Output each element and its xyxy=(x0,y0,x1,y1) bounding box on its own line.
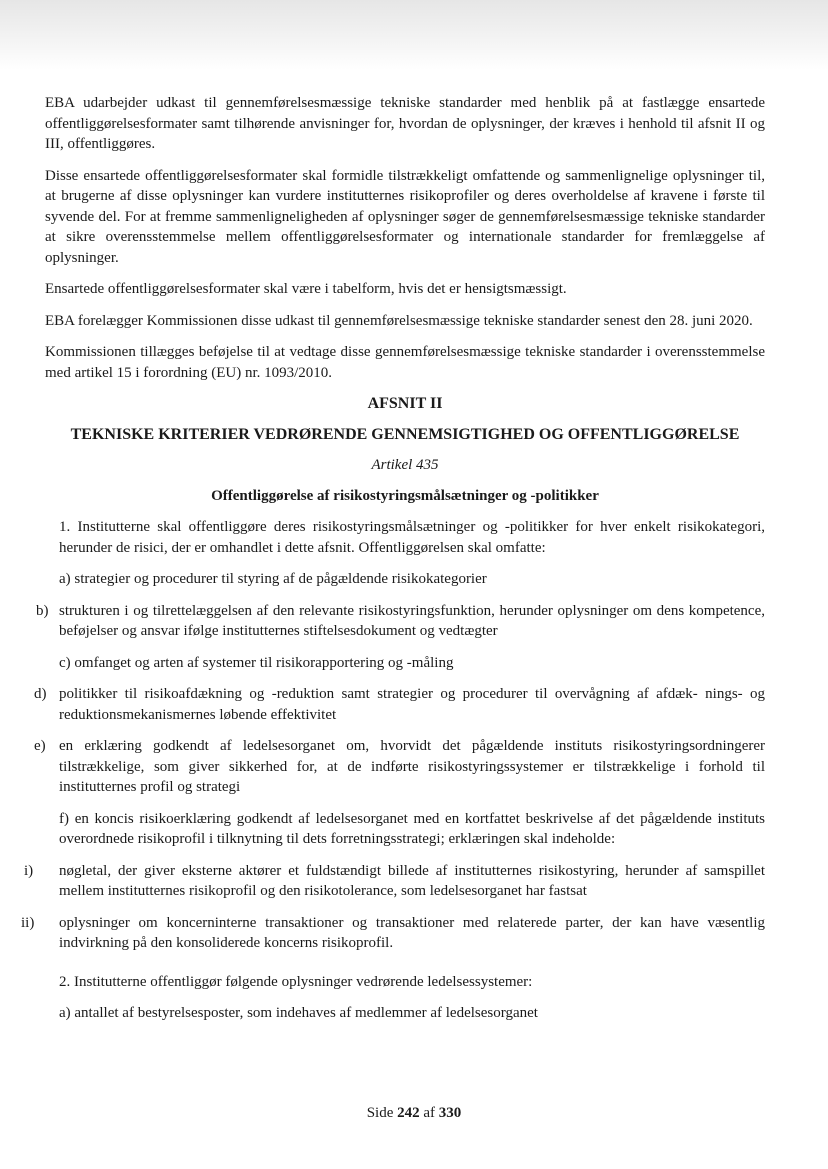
list-item-i xyxy=(24,861,765,902)
list-marker-b: b) xyxy=(36,602,49,619)
scan-shading xyxy=(0,0,828,70)
list-item-c: c) omfanget og arten af systemer til risikorapportering og -måling xyxy=(59,654,454,671)
paragraph-commission-power: Kommissionen tillægges beføjelse til at vedtage disse gennemførelsesmæssige tekniske standarder i overensstemmelse med artikel 15 i forordning (EU) nr. 1093/2010. xyxy=(45,344,765,381)
footer-of: af xyxy=(423,1105,436,1121)
document-page xyxy=(21,93,765,1035)
list-marker-ii: ii) xyxy=(21,914,35,931)
list-marker-d: d) xyxy=(34,686,47,702)
paragraph-submission-date: EBA forelægger Kommissionen disse udkast til gennemførelsesmæssige tekniske standarder senest den 28. juni 2020. xyxy=(45,312,753,329)
section-title: TEKNISKE KRITERIER VEDRØRENDE GENNEMSIGTIGHED OG OFFENTLIGGØRELSE xyxy=(70,425,740,443)
list-text-b: strukturen i og tilrettelæggelsen af den relevante risikostyringsfunktion, herunder oplysninger om dens kompetence, beføjelser og ansvar ifølge institutternes stiftelsesdokument og vedtægter xyxy=(59,602,765,639)
list-marker-i: i) xyxy=(24,862,34,879)
list-text-ii: oplysninger om koncerninterne transaktioner og transaktioner med relaterede parter, der kan have væsentlig indvirkning på den konsoliderede koncerns risikoprofil. xyxy=(59,914,765,951)
footer-prefix: Side xyxy=(366,1105,394,1121)
list-item-f: f) en koncis risikoerklæring godkendt af ledelsesorganet med en kortfattet beskrivelse af det pågældende instituts overordnede risikoprofil i tilknytning til dets forretningsstrategi; erklæringen skal indeholde: xyxy=(59,810,765,847)
article-paragraph-1: 1. Institutterne skal offentliggøre deres risikostyringsmålsætninger og -politikker for hver enkelt risikokategori, herunder de risici, der er omhandlet i dette afsnit. Offentliggørelsen skal omfatte: xyxy=(59,519,765,556)
article-paragraph-2-a: a) antallet af bestyrelsesposter, som indehaves af medlemmer af ledelsesorganet xyxy=(59,1005,538,1021)
paragraph-table-form: Ensartede offentliggørelsesformater skal være i tabelform, hvis det er hensigtsmæssigt. xyxy=(45,281,567,297)
article-paragraph-2: 2. Institutterne offentliggør følgende oplysninger vedrørende ledelsessystemer: xyxy=(59,973,533,990)
list-item-e xyxy=(34,736,765,798)
footer-page-number: 242 xyxy=(397,1105,420,1121)
list-item-d xyxy=(34,684,765,725)
list-item-a: a) strategier og procedurer til styring af de pågældende risikokategorier xyxy=(59,571,487,587)
list-item-ii xyxy=(21,913,765,954)
paragraph-uniform-formats: Disse ensartede offentliggørelsesformater skal formidle tilstrækkeligt omfattende og sammenlignelige oplysninger til, at brugerne af disse oplysninger kan vurdere institutternes risikoprofiler og deres overholdelse af kravene i første til syvende del. For at fremme sammenligneligheden af oplysninger søger de gennemførelsesmæssige tekniske standarder at sikre overensstemmelse mellem offentliggørelsesformater og internationale standarder for fremlæggelse af oplysninger. xyxy=(45,167,765,266)
list-item-b xyxy=(36,601,765,642)
list-text-e: en erklæring godkendt af ledelsesorganet om, hvorvidt det pågældende instituts risikostyringsordningerer tilstrækkelige, som giver sikkerhed for, at de indførte risikostyringssystemer er tilstrækkelige i forhold til institutternes profil og strategi xyxy=(59,738,765,795)
list-text-d: politikker til risikoafdækning og -reduktion samt strategier og procedurer til overvågning af afdæk- nings- og reduktionsmekanismernes løbende effektivitet xyxy=(59,686,765,723)
list-text-i: nøgletal, der giver eksterne aktører et fuldstændigt billede af institutternes risikostyring, herunder af samspillet mellem institutternes risikoprofil og den risikotolerance, som ledelsesorganet har fastsat xyxy=(59,862,765,899)
article-title: Offentliggørelse af risikostyringsmålsætninger og -politikker xyxy=(211,487,599,504)
article-label: Artikel 435 xyxy=(371,457,439,473)
footer-page-total: 330 xyxy=(438,1105,462,1121)
list-marker-e: e) xyxy=(34,738,46,754)
section-label: AFSNIT II xyxy=(367,395,443,412)
page-footer xyxy=(0,1105,828,1122)
paragraph-eba-draft: EBA udarbejder udkast til gennemførelsesmæssige tekniske standarder med henblik på at fastlægge ensartede offentliggørelsesformater samt tilhørende anvisninger for, hvordan de oplysninger, der kræves i henhold til afsnit II og III, offentliggøres. xyxy=(45,95,765,152)
